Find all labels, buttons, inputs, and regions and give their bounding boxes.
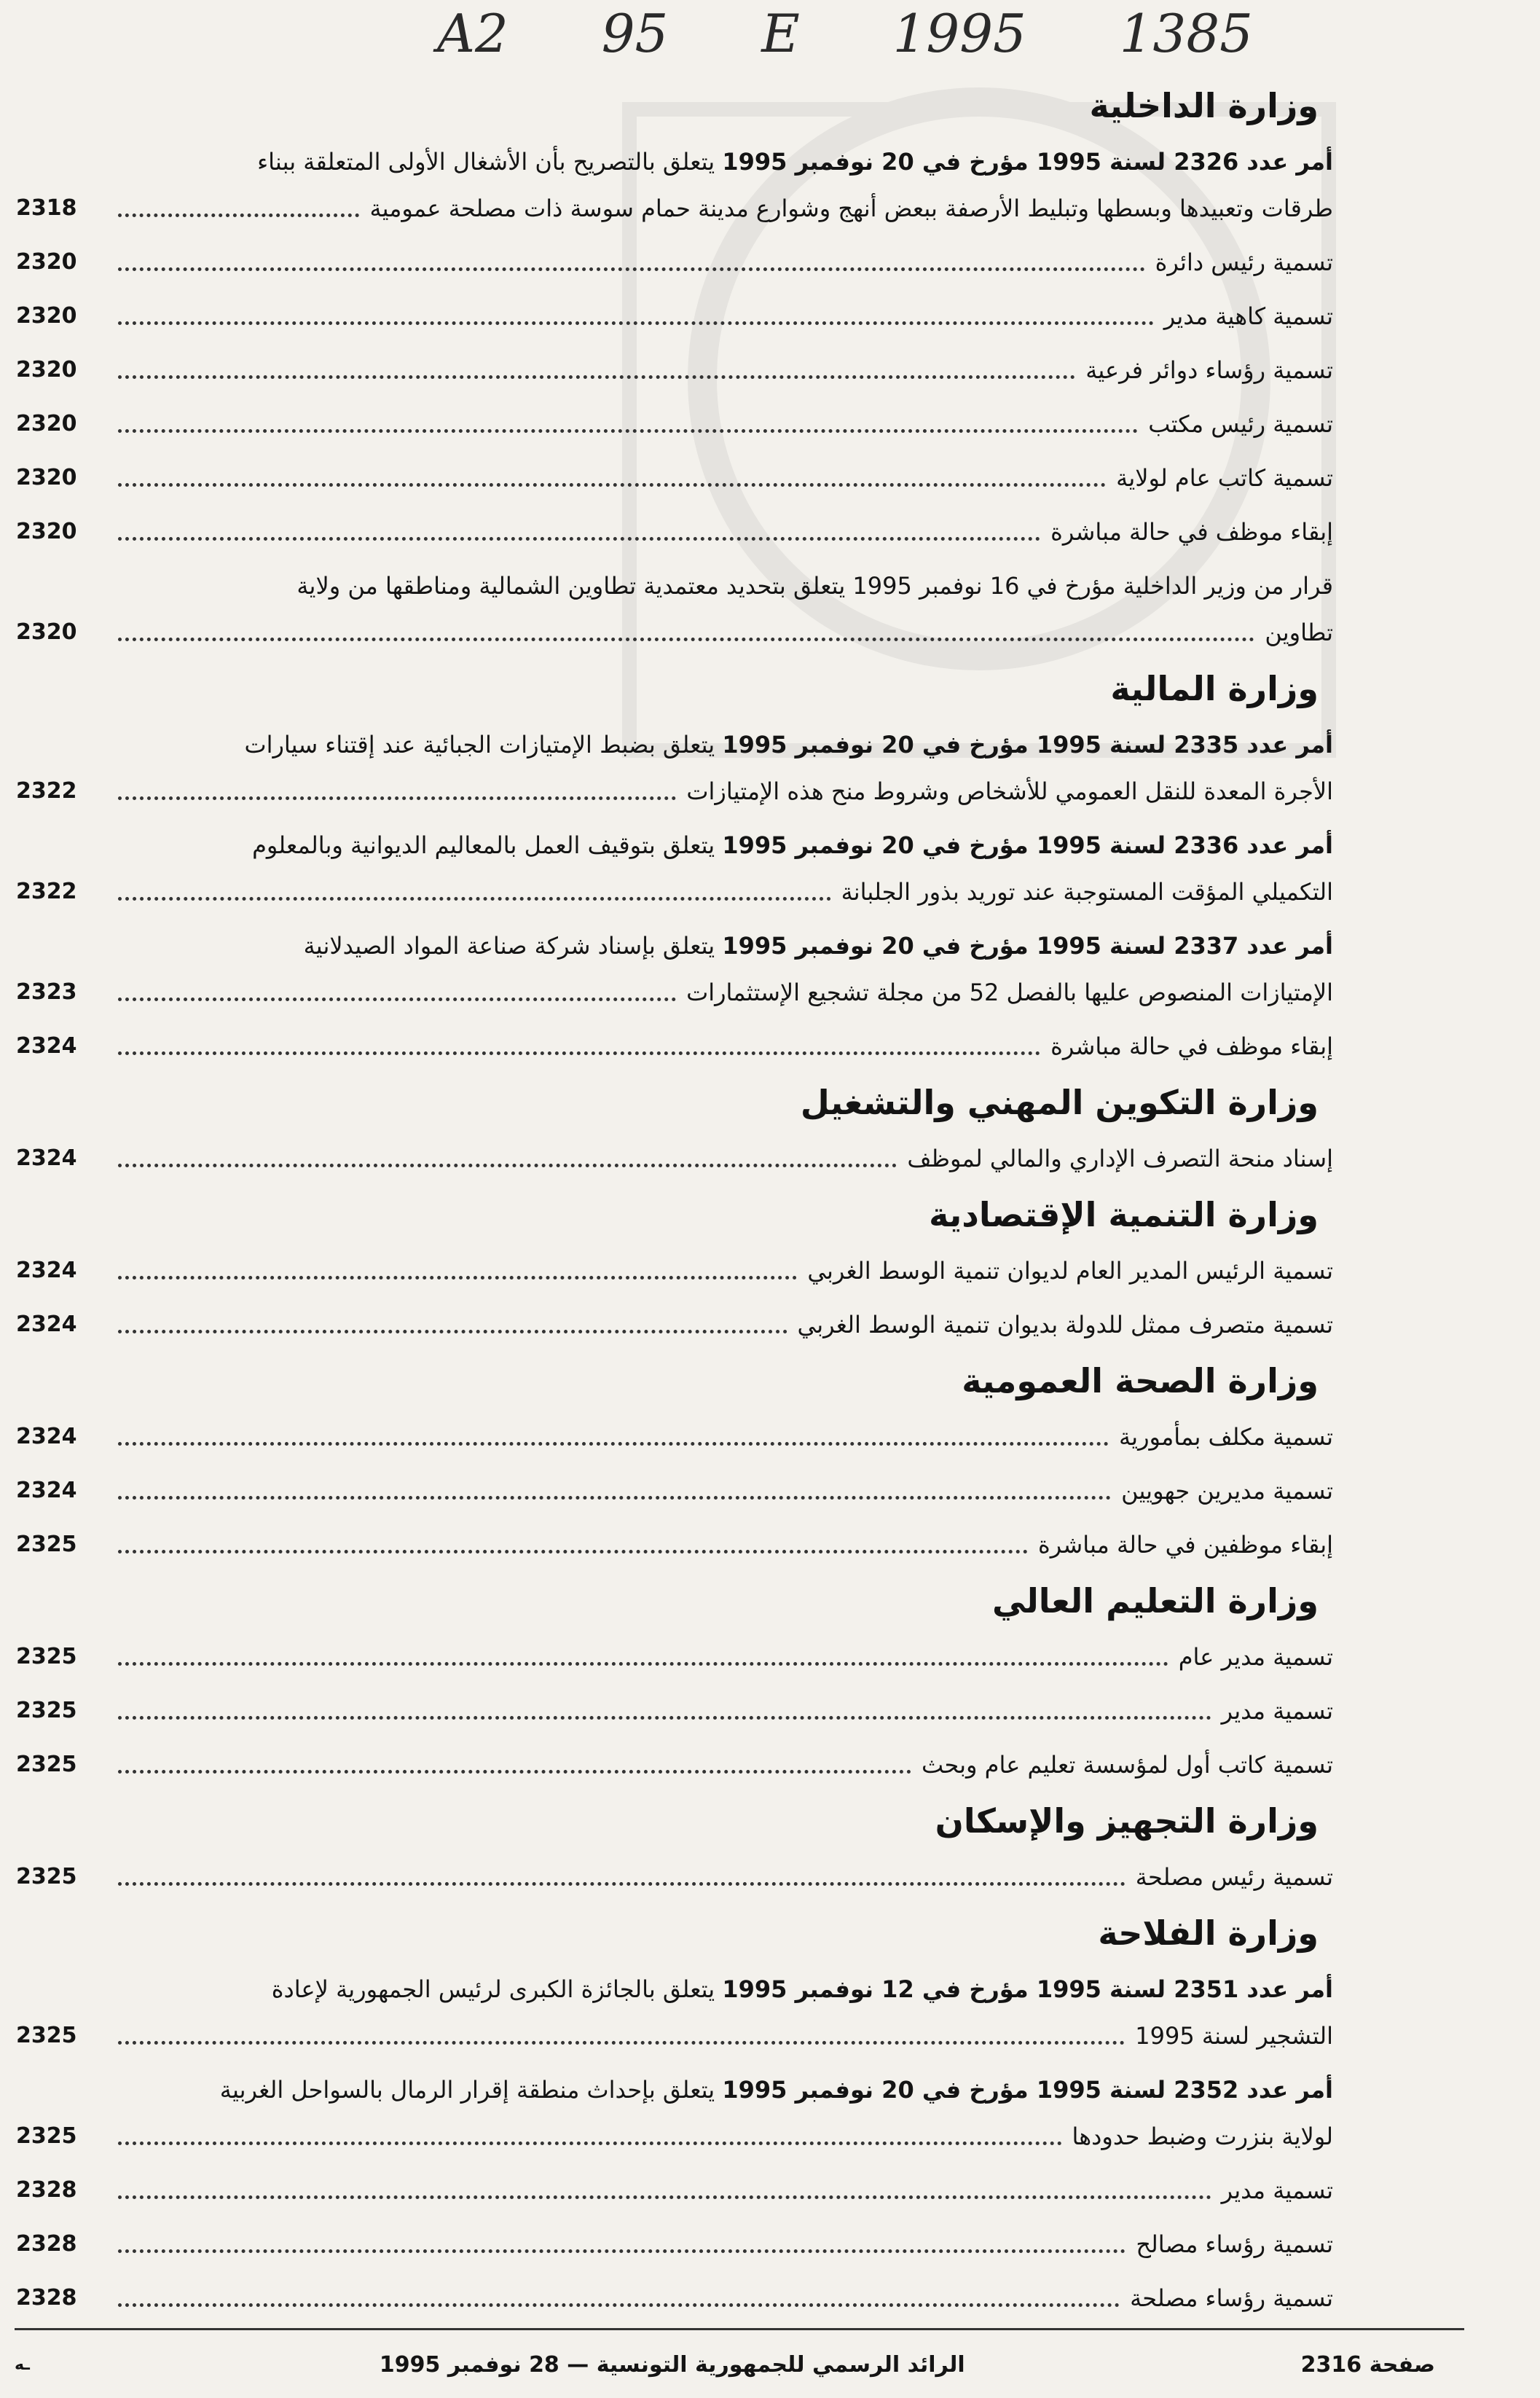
- footer-page-number: صفحة 2316: [1300, 2351, 1435, 2378]
- handwritten-number: 1385: [1119, 3, 1253, 64]
- entry-row: [0, 293, 1333, 340]
- entry-row: [0, 1521, 1333, 1568]
- dot-leader: [118, 796, 676, 800]
- decree-reference: أمر عدد 2351 لسنة 1995 مؤرخ في 12 نوفمبر 1995: [722, 1975, 1333, 2003]
- decree-subject: قرار من وزير الداخلية مؤرخ في 16 نوفمبر 1995 يتعلق بتحديد معتمدية تطاوين الشمالية ومناطقها من ولاية: [296, 572, 1333, 600]
- entry-title: تسمية مدير عام: [1178, 1643, 1333, 1671]
- entry-row: [0, 869, 1333, 915]
- entry-first-line: [95, 721, 1333, 768]
- dot-leader: [118, 267, 1145, 271]
- page-reference: 2325: [16, 2123, 77, 2149]
- entry-title: تسمية كاتب عام لولاية: [1116, 464, 1333, 492]
- entry-title: تسمية الرئيس المدير العام لديوان تنمية الوسط الغربي: [807, 1257, 1333, 1285]
- dot-leader: [118, 482, 1106, 487]
- entry-row: [0, 1634, 1333, 1680]
- dot-leader: [118, 896, 831, 901]
- entry-row: [0, 609, 1333, 656]
- dot-leader: [118, 1163, 897, 1167]
- entry-title: الإمتيازات المنصوص عليها بالفصل 52 من مجلة تشجيع الإستثمارات: [686, 979, 1333, 1006]
- toc-entry[interactable]: [0, 1634, 1333, 1680]
- page-reference: 2324: [16, 1478, 77, 1503]
- entry-row: [0, 2013, 1333, 2059]
- toc-entry[interactable]: [0, 563, 1333, 656]
- footer-divider: [15, 2328, 1464, 2330]
- toc-entry[interactable]: [0, 2275, 1333, 2321]
- toc-entry[interactable]: [0, 721, 1333, 815]
- dot-leader: [118, 2249, 1125, 2253]
- dot-leader: [118, 1769, 911, 1774]
- page-reference: 2325: [16, 1864, 77, 1889]
- toc-entry[interactable]: [0, 2221, 1333, 2268]
- decree-reference: أمر عدد 2337 لسنة 1995 مؤرخ في 20 نوفمبر 1995: [722, 932, 1333, 960]
- entry-row: [0, 969, 1333, 1016]
- entry-title: تسمية كاهية مدير: [1163, 302, 1333, 330]
- dot-leader: [118, 1441, 1109, 1446]
- dot-leader: [118, 1549, 1028, 1553]
- decree-subject: يتعلق بضبط الإمتيازات الجبائية عند إقتناء سيارات: [244, 731, 723, 759]
- entry-title: تسمية كاتب أول لمؤسسة تعليم عام وبحث: [922, 1751, 1333, 1779]
- dot-leader: [118, 1329, 787, 1333]
- page-reference: 2325: [16, 1752, 77, 1777]
- toc-entry[interactable]: [0, 1023, 1333, 1070]
- page-reference: 2325: [16, 1698, 77, 1723]
- page-reference: 2324: [16, 1258, 77, 1283]
- toc-entry[interactable]: [0, 1741, 1333, 1788]
- entry-title: تسمية مكلف بمأمورية: [1119, 1423, 1333, 1451]
- entry-title: لولاية بنزرت وضبط حدودها: [1072, 2123, 1333, 2150]
- section-heading: وزارة التكوين المهني والتشغيل: [800, 1083, 1319, 1122]
- decree-reference: أمر عدد 2352 لسنة 1995 مؤرخ في 20 نوفمبر 1995: [722, 2076, 1333, 2104]
- entry-row: [0, 1741, 1333, 1788]
- entry-row: [0, 1854, 1333, 1900]
- toc-entry[interactable]: [0, 347, 1333, 393]
- dot-leader: [118, 428, 1138, 433]
- toc-entry[interactable]: [0, 239, 1333, 286]
- entry-title: تسمية مديرين جهويين: [1121, 1477, 1333, 1505]
- page-reference: 2324: [16, 1145, 77, 1171]
- entry-title: تسمية مدير: [1221, 2176, 1333, 2204]
- page-reference: 2322: [16, 778, 77, 804]
- dot-leader: [118, 997, 676, 1001]
- toc-entry[interactable]: [0, 1966, 1333, 2059]
- entry-row: [0, 2113, 1333, 2160]
- section-heading: وزارة التعليم العالي: [991, 1581, 1319, 1621]
- page-reference: 2324: [16, 1312, 77, 1337]
- entry-title: إبقاء موظفين في حالة مباشرة: [1038, 1531, 1333, 1559]
- decree-reference: أمر عدد 2336 لسنة 1995 مؤرخ في 20 نوفمبر 1995: [722, 831, 1333, 859]
- toc-entry[interactable]: [0, 1247, 1333, 1294]
- dot-leader: [118, 1661, 1168, 1666]
- page-reference: 2320: [16, 303, 77, 329]
- handwritten-year: 1995: [892, 3, 1026, 64]
- footer-gazette-title: الرائد الرسمي للجمهورية التونسية — 28 نوفمبر 1995: [379, 2351, 965, 2378]
- toc-entry[interactable]: [0, 1301, 1333, 1348]
- entry-row: [0, 1023, 1333, 1070]
- toc-entry[interactable]: [0, 455, 1333, 501]
- dot-leader: [118, 2303, 1120, 2307]
- handwritten-code-3: E: [761, 3, 800, 64]
- page-reference: 2328: [16, 2177, 77, 2203]
- dot-leader: [118, 637, 1254, 641]
- dot-leader: [118, 213, 359, 217]
- decree-subject: يتعلق بإسناد شركة صناعة المواد الصيدلانية: [303, 932, 723, 960]
- toc-entry[interactable]: [0, 1135, 1333, 1182]
- toc-entry[interactable]: [0, 1688, 1333, 1734]
- toc-entry[interactable]: [0, 1521, 1333, 1568]
- page-reference: 2324: [16, 1033, 77, 1059]
- toc-entry[interactable]: [0, 822, 1333, 915]
- section-heading: وزارة التجهيز والإسكان: [935, 1801, 1319, 1841]
- toc-entry[interactable]: [0, 1414, 1333, 1460]
- toc-entry[interactable]: [0, 1854, 1333, 1900]
- entry-title: الأجرة المعدة للنقل العمومي للأشخاص وشروط منح هذه الإمتيازات: [686, 777, 1333, 805]
- handwritten-annotation: [437, 3, 1253, 83]
- entry-row: [0, 1301, 1333, 1348]
- page-reference: 2324: [16, 1424, 77, 1449]
- dot-leader: [118, 1051, 1040, 1055]
- toc-entry[interactable]: [0, 293, 1333, 340]
- toc-entry[interactable]: [0, 2066, 1333, 2160]
- decree-subject: يتعلق بإحداث منطقة إقرار الرمال بالسواحل الغربية: [219, 2076, 723, 2104]
- entry-row: [0, 768, 1333, 815]
- section-heading: وزارة المالية: [1110, 669, 1319, 708]
- entry-title: تسمية رؤساء مصالح: [1136, 2230, 1333, 2258]
- toc-entry[interactable]: [0, 401, 1333, 447]
- entry-first-line: [95, 922, 1333, 969]
- section-heading: وزارة الصحة العمومية: [962, 1361, 1319, 1400]
- entry-row: [0, 1414, 1333, 1460]
- handwritten-code-1: A2: [437, 3, 508, 64]
- entry-first-line: [95, 1966, 1333, 2013]
- entry-title: تسمية رؤساء دوائر فرعية: [1085, 356, 1333, 384]
- entry-title: التشجير لسنة 1995: [1135, 2022, 1333, 2050]
- entry-row: [0, 1468, 1333, 1514]
- dot-leader: [118, 1275, 797, 1280]
- dot-leader: [118, 1495, 1111, 1500]
- section-heading: وزارة الداخلية: [1089, 86, 1319, 125]
- page-reference: 2320: [16, 249, 77, 275]
- footer-mark: ـه: [15, 2355, 30, 2374]
- section-heading: وزارة الفلاحة: [1098, 1913, 1319, 1953]
- entry-title: طرقات وتعبيدها وبسطها وتبليط الأرصفة ببعض أنهج وشوارع مدينة حمام سوسة ذات مصلحة عمومية: [369, 195, 1333, 222]
- entry-row: [0, 2275, 1333, 2321]
- entry-title: تسمية رئيس مكتب: [1148, 410, 1333, 438]
- dot-leader: [118, 2141, 1062, 2145]
- entry-row: [0, 185, 1333, 232]
- entry-title: تسمية رئيس دائرة: [1155, 248, 1333, 276]
- page-reference: 2323: [16, 979, 77, 1005]
- entry-row: [0, 347, 1333, 393]
- dot-leader: [118, 375, 1075, 379]
- page-reference: 2318: [16, 195, 77, 221]
- entry-row: [0, 455, 1333, 501]
- table-of-contents: [0, 73, 1333, 2329]
- page-reference: 2320: [16, 357, 77, 383]
- toc-entry[interactable]: [0, 2167, 1333, 2214]
- entry-row: [0, 401, 1333, 447]
- entry-title: تسمية رؤساء مصلحة: [1130, 2284, 1333, 2312]
- decree-reference: أمر عدد 2335 لسنة 1995 مؤرخ في 20 نوفمبر 1995: [722, 731, 1333, 759]
- page-reference: 2322: [16, 879, 77, 904]
- dot-leader: [118, 1715, 1211, 1720]
- entry-row: [0, 1688, 1333, 1734]
- entry-first-line: [95, 2066, 1333, 2113]
- entry-row: [0, 2221, 1333, 2268]
- page-reference: 2320: [16, 619, 77, 645]
- toc-entry[interactable]: [0, 922, 1333, 1016]
- dot-leader: [118, 536, 1040, 541]
- entry-title: تسمية متصرف ممثل للدولة بديوان تنمية الوسط الغربي: [797, 1311, 1333, 1339]
- entry-row: [0, 1135, 1333, 1182]
- entry-title: تطاوين: [1265, 619, 1333, 646]
- decree-subject: يتعلق بالتصريح بأن الأشغال الأولى المتعلقة ببناء: [257, 148, 723, 176]
- toc-entry[interactable]: [0, 509, 1333, 555]
- entry-first-line: [95, 138, 1333, 185]
- page-footer: [15, 2343, 1464, 2386]
- entry-title: إسناد منحة التصرف الإداري والمالي لموظف: [907, 1145, 1333, 1172]
- entry-first-line: [95, 563, 1333, 609]
- page-reference: 2325: [16, 2023, 77, 2048]
- entry-title: التكميلي المؤقت المستوجبة عند توريد بذور الجلبانة: [841, 878, 1333, 906]
- decree-subject: يتعلق بالجائزة الكبرى لرئيس الجمهورية لإعادة: [271, 1975, 723, 2003]
- page-reference: 2325: [16, 1532, 77, 1557]
- entry-title: إبقاء موظف في حالة مباشرة: [1050, 518, 1333, 546]
- decree-subject: يتعلق بتوقيف العمل بالمعاليم الديوانية وبالمعلوم: [252, 831, 723, 859]
- entry-title: إبقاء موظف في حالة مباشرة: [1050, 1033, 1333, 1060]
- page-reference: 2328: [16, 2231, 77, 2257]
- entry-row: [0, 509, 1333, 555]
- dot-leader: [118, 2040, 1125, 2045]
- entry-row: [0, 239, 1333, 286]
- page-reference: 2325: [16, 1644, 77, 1669]
- page-reference: 2328: [16, 2285, 77, 2311]
- toc-entry[interactable]: [0, 1468, 1333, 1514]
- decree-reference: أمر عدد 2326 لسنة 1995 مؤرخ في 20 نوفمبر 1995: [722, 148, 1333, 176]
- section-heading: وزارة التنمية الإقتصادية: [929, 1195, 1319, 1234]
- page-reference: 2320: [16, 411, 77, 436]
- entry-row: [0, 2167, 1333, 2214]
- toc-entry[interactable]: [0, 138, 1333, 232]
- dot-leader: [118, 1881, 1125, 1886]
- entry-title: تسمية مدير: [1221, 1697, 1333, 1725]
- page-reference: 2320: [16, 519, 77, 544]
- entry-first-line: [95, 822, 1333, 869]
- dot-leader: [118, 2195, 1211, 2199]
- entry-row: [0, 1247, 1333, 1294]
- entry-title: تسمية رئيس مصلحة: [1135, 1863, 1333, 1891]
- dot-leader: [118, 321, 1154, 325]
- page-reference: 2320: [16, 465, 77, 490]
- handwritten-code-2: 95: [601, 3, 669, 64]
